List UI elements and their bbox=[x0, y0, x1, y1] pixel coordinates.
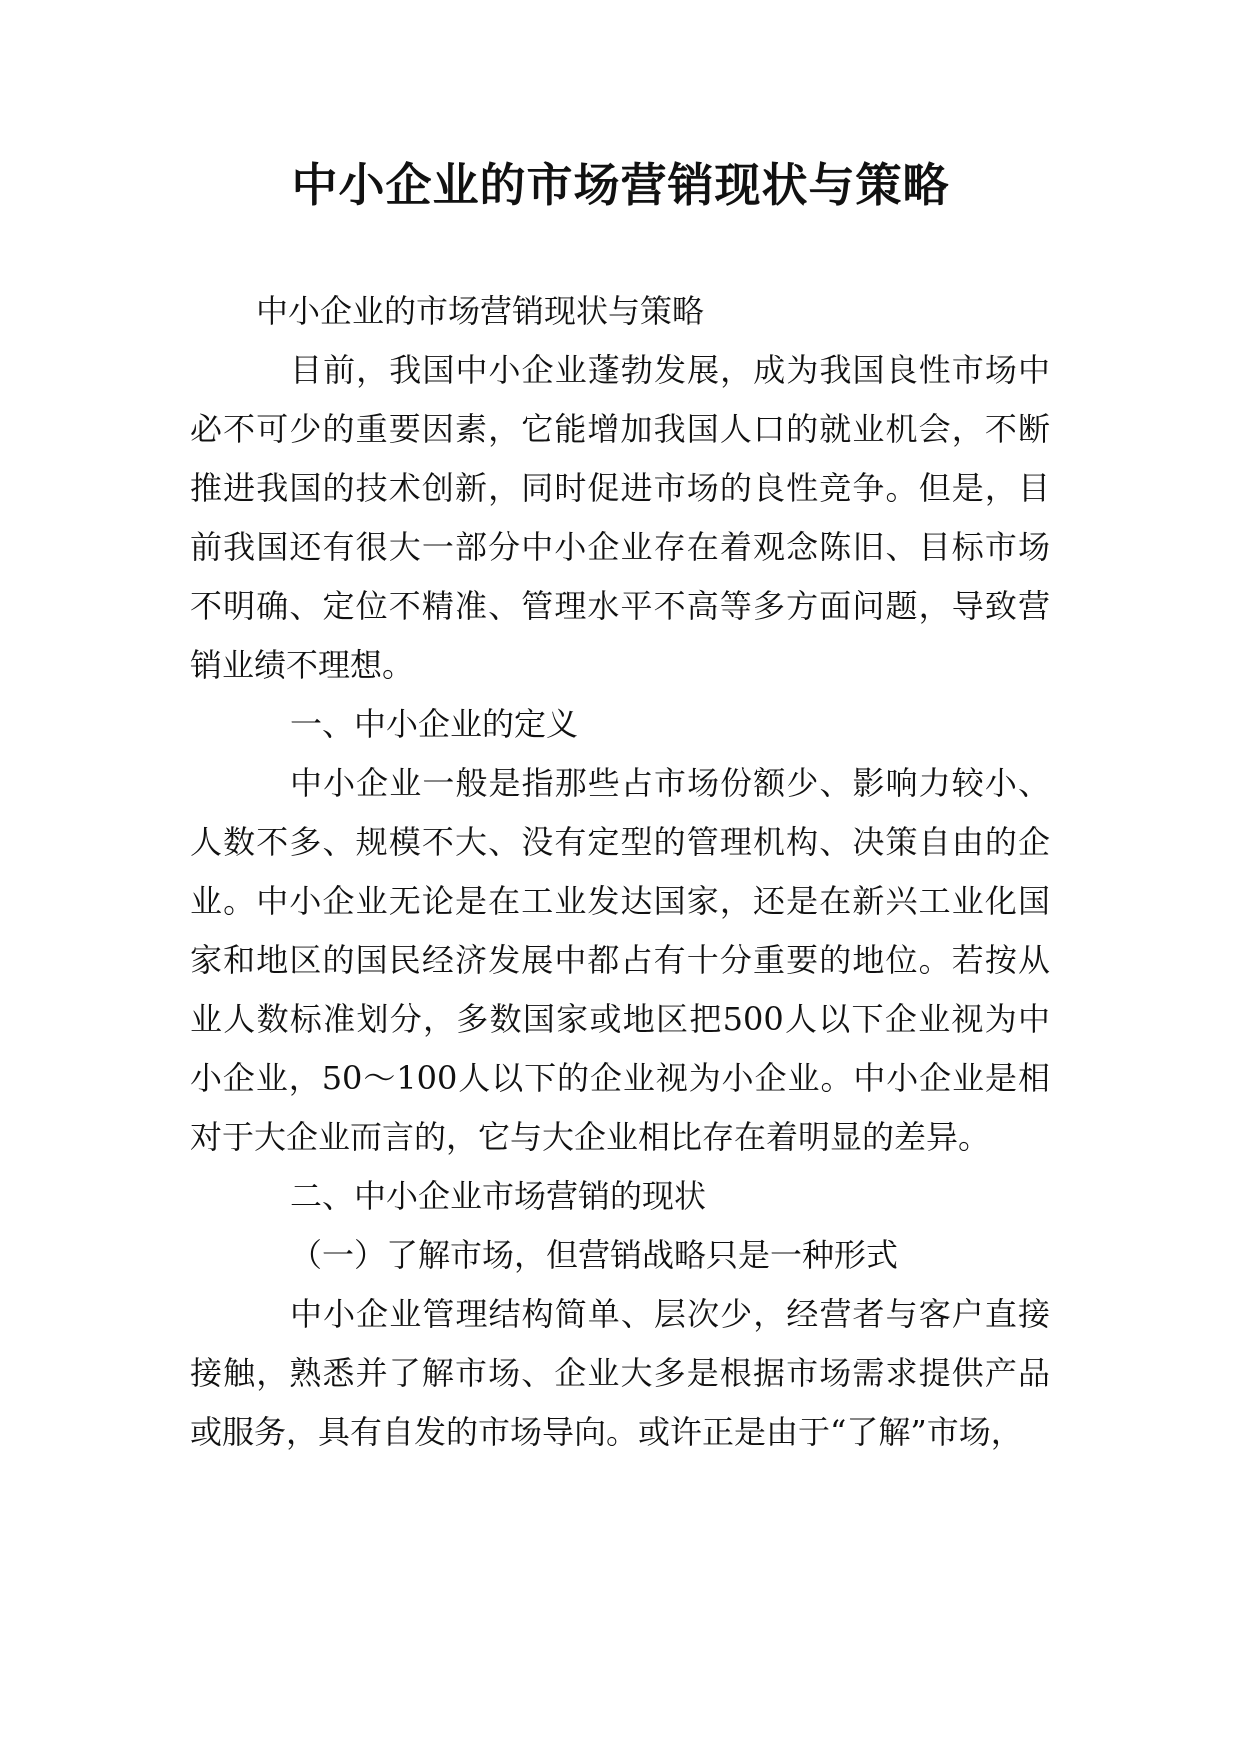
section-heading-status: 二、中小企业市场营销的现状 bbox=[290, 1177, 707, 1215]
intro-paragraph: 目前，我国中小企业蓬勃发展，成为我国良性市场中必不可少的重要因素，它能增加我国人口的就业机会，不断推进我国的技术创新，同时促进市场的良性竞争。但是，目前我国还有很大一部分中小企业存在着观念陈旧、目标市场不明确、定位不精准、管理水平不高等多方面问题，导致营销业绩不理想。 bbox=[190, 351, 1050, 684]
subsection-heading-understand-market: （一）了解市场，但营销战略只是一种形式 bbox=[290, 1236, 899, 1274]
status-paragraph: 中小企业管理结构简单、层次少，经营者与客户直接接触，熟悉并了解市场、企业大多是根据市场需求提供产品或服务，具有自发的市场导向。或许正是由于“了解”市场， bbox=[190, 1295, 1050, 1451]
definition-paragraph: 中小企业一般是指那些占市场份额少、影响力较小、人数不多、规模不大、没有定型的管理机构、决策自由的企业。中小企业无论是在工业发达国家，还是在新兴工业化国家和地区的国民经济发展中都占有十分重要的地位。若按从业人数标准划分，多数国家或地区把500人以下企业视为中小企业，50～100人以下的企业视为小企业。中小企业是相对于大企业而言的，它与大企业相比存在着明显的差异。 bbox=[190, 764, 1050, 1156]
document-title: 中小企业的市场营销现状与策略 bbox=[291, 158, 950, 212]
document-body bbox=[190, 282, 1050, 1462]
section-heading-definition: 一、中小企业的定义 bbox=[290, 705, 579, 743]
subtitle-paragraph: 中小企业的市场营销现状与策略 bbox=[256, 292, 705, 330]
